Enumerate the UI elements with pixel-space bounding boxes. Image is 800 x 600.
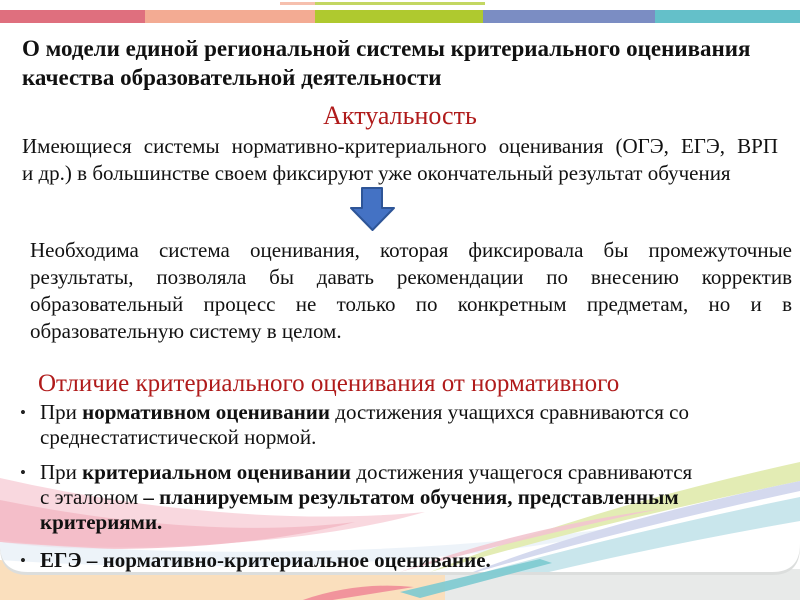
slide-title — [22, 34, 774, 92]
bullet-item — [20, 548, 744, 573]
down-arrow-shape — [351, 188, 394, 230]
down-arrow-icon — [350, 187, 396, 232]
text-line: образовательный процесс не только по конкретным предметам, но и в — [30, 292, 792, 316]
section-heading-actuality: Актуальность — [323, 101, 477, 130]
top-thin-accent-line — [280, 2, 485, 5]
text-line: Необходима система оценивания, которая фиксировала бы промежуточные — [30, 238, 792, 262]
text-line: и др.) в большинстве своем фиксируют уже окончательный результат обучения — [22, 161, 731, 185]
thin-line-peach-segment — [280, 2, 315, 5]
bullet-marker: • — [20, 551, 26, 570]
need-paragraph — [30, 237, 792, 345]
text-line: результаты, позволяла бы давать рекомендации по внесению корректив — [30, 265, 792, 289]
text-line: О модели единой региональной системы критериального оценивания — [22, 36, 751, 61]
bullet-item — [20, 460, 744, 535]
bullet-item — [20, 400, 744, 450]
bullet-marker: • — [20, 463, 26, 482]
bullet-marker: • — [20, 403, 26, 422]
text-line: качества образовательной деятельности — [22, 65, 442, 90]
thin-line-green-segment — [315, 2, 485, 5]
stripe-green — [315, 10, 483, 23]
actuality-paragraph — [22, 133, 778, 187]
bullet-text: ЕГЭ – нормативно-критериальное оценивание. — [40, 548, 491, 572]
text-line: Имеющиеся системы нормативно-критериального оценивания (ОГЭ, ЕГЭ, ВРП — [22, 134, 778, 158]
bullet-text: При нормативном оценивании достижения учащихся сравниваются со среднестатистической нормой. — [40, 400, 689, 449]
bullet-text: При критериальном оценивании достижения учащегося сравниваются с эталоном – планируемым результатом обучения, представленным критериями. — [40, 460, 693, 534]
bullet-list — [20, 400, 744, 583]
section-heading-difference: Отличие критериального оценивания от нормативного — [38, 370, 620, 397]
stripe-salmon — [145, 10, 315, 23]
top-color-stripes — [0, 10, 800, 23]
text-line: образовательную систему в целом. — [30, 319, 342, 343]
stripe-pink — [0, 10, 145, 23]
stripe-blue — [483, 10, 655, 23]
stripe-teal — [655, 10, 800, 23]
